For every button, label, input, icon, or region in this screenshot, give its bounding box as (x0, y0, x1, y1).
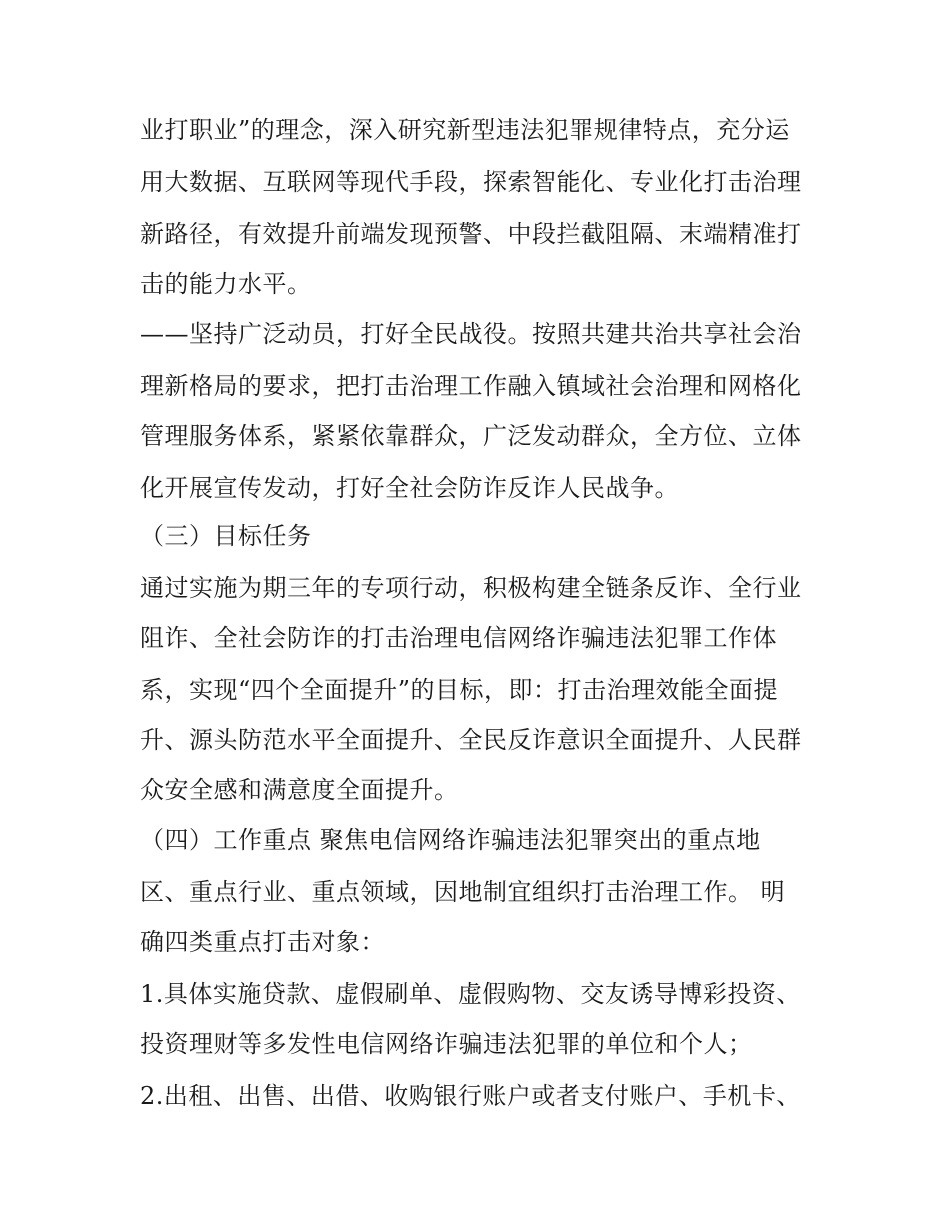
text-line: 击的能力水平。 (140, 270, 312, 298)
section-heading: （三）目标任务 (140, 522, 312, 550)
list-item: 投资理财等多发性电信网络诈骗违法犯罪的单位和个人； (140, 1030, 753, 1058)
text-line: 用大数据、互联网等现代手段，探索智能化、专业化打击治理 (140, 168, 802, 196)
text-line: 管理服务体系，紧紧依靠群众，广泛发动群众，全方位、立体 (140, 422, 802, 450)
text-line: 升、源头防范水平全面提升、全民反诈意识全面提升、人民群 (140, 726, 802, 754)
text-line: 区、重点行业、重点领域，因地制宜组织打击治理工作。 明 (140, 878, 786, 906)
text-line: 新路径，有效提升前端发现预警、中段拦截阻隔、末端精准打 (140, 220, 802, 248)
text-line: 业打职业”的理念，深入研究新型违法犯罪规律特点，充分运 (140, 116, 790, 144)
text-line: 确四类重点打击对象： (140, 928, 385, 956)
section-heading: （四）工作重点 聚焦电信网络诈骗违法犯罪突出的重点地 (140, 826, 761, 854)
text-line: 理新格局的要求，把打击治理工作融入镇域社会治理和网格化 (140, 372, 802, 400)
text-line: 众安全感和满意度全面提升。 (140, 776, 459, 804)
list-item: 1.具体实施贷款、虚假刷单、虚假购物、交友诱导博彩投资、 (140, 980, 801, 1008)
list-item: 2.出租、出售、出借、收购银行账户或者支付账户、手机卡、 (140, 1082, 801, 1110)
text-line: 系，实现“四个全面提升”的目标，即：打击治理效能全面提 (140, 676, 779, 704)
text-line: 阻诈、全社会防诈的打击治理电信网络诈骗违法犯罪工作体 (140, 624, 777, 652)
text-line: 化开展宣传发动，打好全社会防诈反诈人民战争。 (140, 474, 679, 502)
text-line: 通过实施为期三年的专项行动，积极构建全链条反诈、全行业 (140, 574, 802, 602)
text-line: ——坚持广泛动员，打好全民战役。按照共建共治共享社会治 (140, 320, 802, 348)
